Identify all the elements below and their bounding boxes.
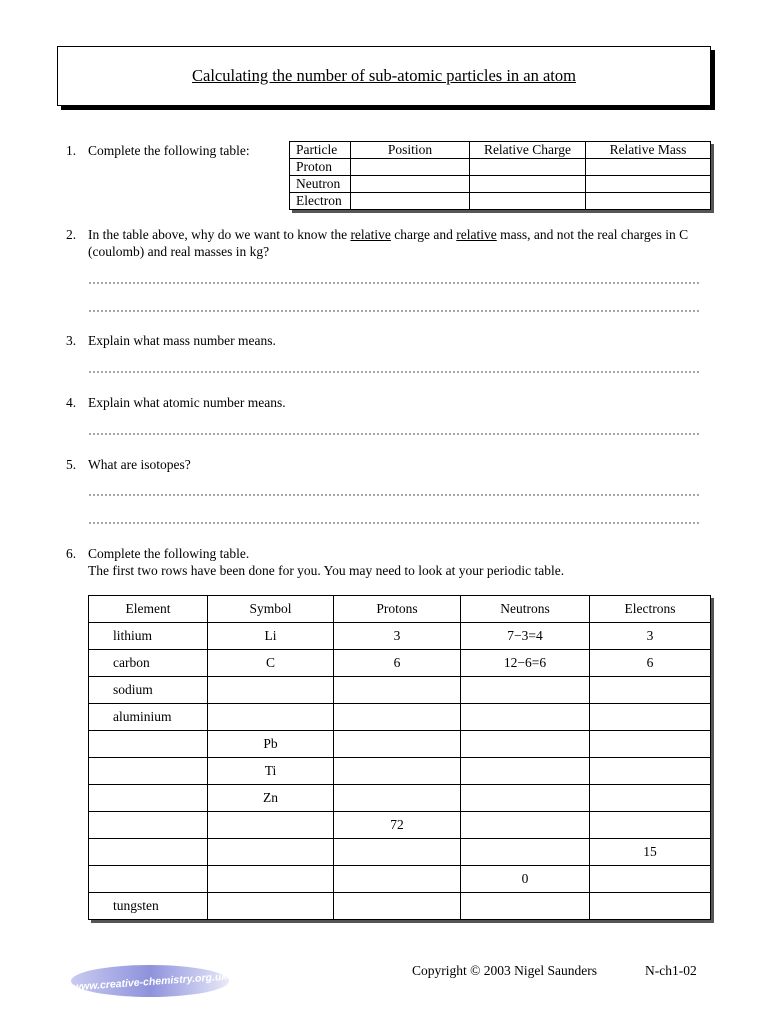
table-row [89, 785, 711, 812]
neutrons-cell[interactable] [461, 704, 590, 731]
question-text: Complete the following table: [88, 143, 250, 158]
neutrons-cell[interactable] [461, 731, 590, 758]
answer-cell[interactable] [586, 176, 711, 193]
element-cell: lithium [89, 623, 208, 650]
electrons-cell[interactable] [590, 893, 711, 920]
svg-text:www.creative-chemistry.org.uk: www.creative-chemistry.org.uk [72, 970, 228, 994]
answer-cell[interactable] [586, 159, 711, 176]
question-number: 4. [66, 395, 77, 410]
header-protons: Protons [334, 596, 461, 623]
neutrons-cell[interactable] [461, 677, 590, 704]
element-table [88, 595, 711, 920]
table-row [89, 758, 711, 785]
answer-line[interactable] [88, 282, 700, 284]
symbol-cell: Pb [208, 731, 334, 758]
answer-cell[interactable] [470, 176, 586, 193]
particle-table [289, 141, 711, 210]
question-number: 5. [66, 457, 77, 472]
table-row [89, 839, 711, 866]
neutrons-cell[interactable] [461, 758, 590, 785]
question-text: In the table above, why do we want to know the relative charge and relative mass, and not the real charges in C (coulomb) and real masses in kg? [88, 227, 689, 259]
header-electrons: Electrons [590, 596, 711, 623]
symbol-cell: Zn [208, 785, 334, 812]
element-cell: aluminium [89, 704, 208, 731]
table-row [89, 623, 711, 650]
neutrons-cell[interactable] [461, 893, 590, 920]
electrons-cell: 6 [590, 650, 711, 677]
answer-cell[interactable] [351, 193, 470, 210]
element-cell[interactable] [89, 785, 208, 812]
answer-line[interactable] [88, 310, 700, 312]
electrons-cell[interactable] [590, 758, 711, 785]
protons-cell[interactable] [334, 785, 461, 812]
element-cell[interactable] [89, 758, 208, 785]
table-header-row [89, 596, 711, 623]
question-number: 1. [66, 143, 77, 158]
table-row [89, 731, 711, 758]
protons-cell: 3 [334, 623, 461, 650]
symbol-cell: Li [208, 623, 334, 650]
element-cell: tungsten [89, 893, 208, 920]
protons-cell[interactable] [334, 893, 461, 920]
element-cell[interactable] [89, 839, 208, 866]
symbol-cell[interactable] [208, 677, 334, 704]
element-cell[interactable] [89, 866, 208, 893]
header-element: Element [89, 596, 208, 623]
electrons-cell[interactable] [590, 812, 711, 839]
electrons-cell: 15 [590, 839, 711, 866]
electrons-cell[interactable] [590, 677, 711, 704]
symbol-cell[interactable] [208, 893, 334, 920]
answer-cell[interactable] [470, 159, 586, 176]
neutrons-cell: 7−3=4 [461, 623, 590, 650]
symbol-cell: Ti [208, 758, 334, 785]
header-position: Position [351, 142, 470, 159]
symbol-cell: C [208, 650, 334, 677]
particle-name: Electron [290, 193, 351, 210]
table-row [89, 677, 711, 704]
answer-cell[interactable] [586, 193, 711, 210]
question-number: 3. [66, 333, 77, 348]
header-symbol: Symbol [208, 596, 334, 623]
table-row [290, 159, 711, 176]
symbol-cell[interactable] [208, 812, 334, 839]
answer-line[interactable] [88, 433, 700, 435]
particle-name: Neutron [290, 176, 351, 193]
table-row [290, 176, 711, 193]
answer-line[interactable] [88, 494, 700, 496]
protons-cell[interactable] [334, 839, 461, 866]
symbol-cell[interactable] [208, 866, 334, 893]
protons-cell: 72 [334, 812, 461, 839]
table-row [89, 812, 711, 839]
protons-cell[interactable] [334, 731, 461, 758]
electrons-cell: 3 [590, 623, 711, 650]
protons-cell[interactable] [334, 704, 461, 731]
table-header-row [290, 142, 711, 159]
electrons-cell[interactable] [590, 785, 711, 812]
answer-cell[interactable] [351, 176, 470, 193]
neutrons-cell: 0 [461, 866, 590, 893]
answer-line[interactable] [88, 371, 700, 373]
question-text: Complete the following table. The first two rows have been done for you. You may need to look at your periodic table. [88, 546, 565, 578]
document-code: N-ch1-02 [645, 963, 697, 978]
table-row [89, 893, 711, 920]
header-neutrons: Neutrons [461, 596, 590, 623]
answer-cell[interactable] [351, 159, 470, 176]
question-number: 2. [66, 227, 77, 242]
table-row [89, 866, 711, 893]
neutrons-cell[interactable] [461, 785, 590, 812]
page-title: Calculating the number of sub-atomic particles in an atom [192, 66, 576, 85]
neutrons-cell[interactable] [461, 839, 590, 866]
protons-cell[interactable] [334, 866, 461, 893]
element-cell[interactable] [89, 812, 208, 839]
copyright-text: Copyright © 2003 Nigel Saunders [412, 963, 597, 978]
neutrons-cell: 12−6=6 [461, 650, 590, 677]
answer-line[interactable] [88, 522, 700, 524]
protons-cell[interactable] [334, 677, 461, 704]
symbol-cell[interactable] [208, 839, 334, 866]
electrons-cell[interactable] [590, 704, 711, 731]
question-number: 6. [66, 546, 77, 561]
protons-cell[interactable] [334, 758, 461, 785]
symbol-cell[interactable] [208, 704, 334, 731]
element-cell: carbon [89, 650, 208, 677]
electrons-cell[interactable] [590, 866, 711, 893]
table-row [89, 650, 711, 677]
particle-name: Proton [290, 159, 351, 176]
table-row [89, 704, 711, 731]
table-row [290, 193, 711, 210]
question-text: What are isotopes? [88, 457, 191, 472]
neutrons-cell[interactable] [461, 812, 590, 839]
protons-cell: 6 [334, 650, 461, 677]
question-text: Explain what mass number means. [88, 333, 276, 348]
element-cell: sodium [89, 677, 208, 704]
creative-chemistry-logo [70, 963, 230, 999]
title-box [57, 46, 711, 106]
electrons-cell[interactable] [590, 731, 711, 758]
element-cell[interactable] [89, 731, 208, 758]
header-relative-charge: Relative Charge [470, 142, 586, 159]
question-text: Explain what atomic number means. [88, 395, 286, 410]
header-particle: Particle [290, 142, 351, 159]
header-relative-mass: Relative Mass [586, 142, 711, 159]
answer-cell[interactable] [470, 193, 586, 210]
